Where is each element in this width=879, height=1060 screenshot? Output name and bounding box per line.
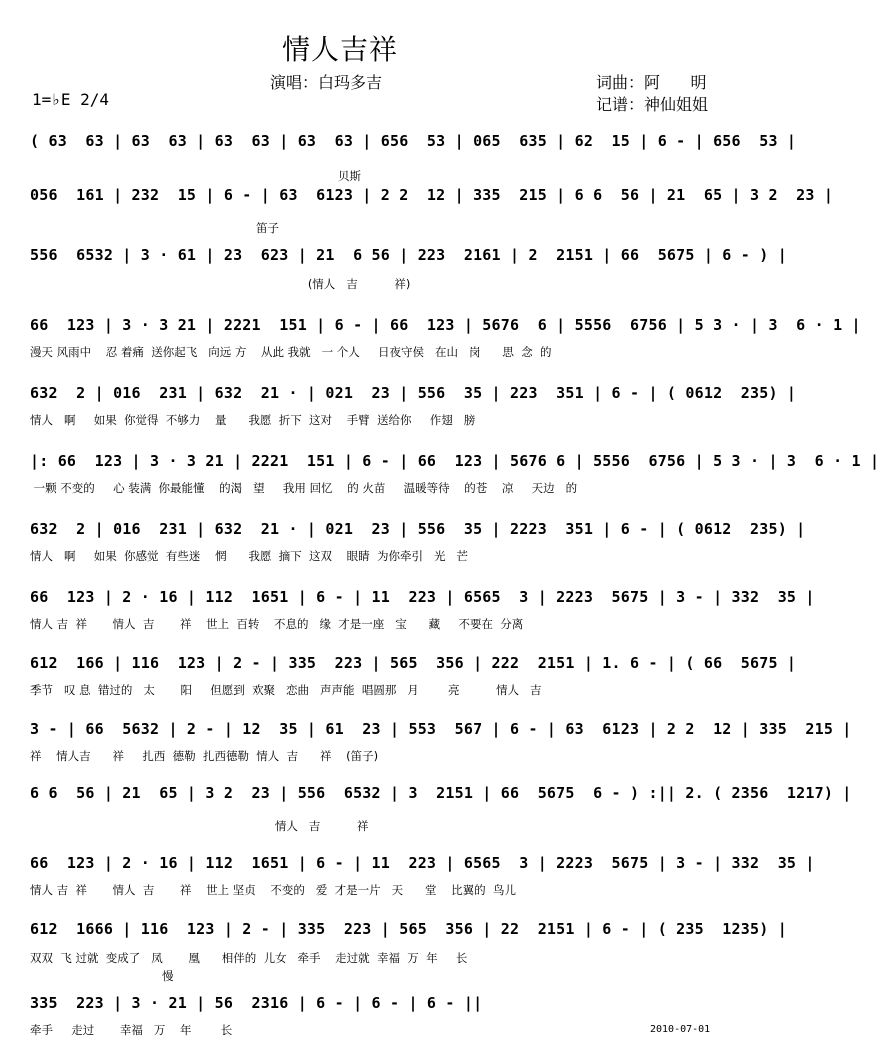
lyric-line-6: 一颗 不变的 心 装满 你最能懂 的渴 望 我用 回忆 的 火苗 温暖等待 的苍 凉 天边 的 xyxy=(30,481,578,495)
staff-line-10: 3 - | 66 5632 | 2 - | 12 35 | 61 23 | 553 567 | 6 - | 63 6123 | 2 2 12 | 335 215 | xyxy=(30,720,852,738)
staff-line-2: 056 161 | 232 15 | 6 - | 63 6123 | 2 2 12 | 335 215 | 6 6 56 | 21 65 | 3 2 23 | xyxy=(30,186,834,204)
singer-credit: 演唱：白玛多吉 xyxy=(270,73,383,92)
staff-line-13: 612 1666 | 116 123 | 2 - | 335 223 | 565 356 | 22 2151 | 6 - | ( 235 1235) | xyxy=(30,920,787,938)
staff-line-6: |: 66 123 | 3 · 3 21 | 2221 151 | 6 - | 66 123 | 5676 6 | 5556 6756 | 5 3 · | 3 6 · 1 | xyxy=(30,452,879,470)
lyric-line-4: 漫天 风雨中 忍 着痛 送你起飞 向远 方 从此 我就 一 个人 日夜守侯 在山 岗 思 念 的 xyxy=(30,345,552,359)
transcriber-credit: 记谱：神仙姐姐 xyxy=(596,95,709,114)
staff-line-1: ( 63 63 | 63 63 | 63 63 | 63 63 | 656 53 | 065 635 | 62 15 | 6 - | 656 53 | xyxy=(30,132,797,150)
staff-line-8: 66 123 | 2 · 16 | 112 1651 | 6 - | 11 223 | 6565 3 | 2223 5675 | 3 - | 332 35 | xyxy=(30,588,815,606)
annotation-beisi: 贝斯 xyxy=(338,169,361,183)
lyric-line-3: (情人 吉 祥) xyxy=(30,277,411,291)
staff-line-14: 335 223 | 3 · 21 | 56 2316 | 6 - | 6 - | 6 - || xyxy=(30,994,483,1012)
lyric-line-10: 祥 情人吉 祥 扎西 德勒 扎西德勒 情人 吉 祥 (笛子) xyxy=(30,749,379,763)
page-title: 情人吉祥 xyxy=(281,33,398,66)
staff-line-7: 632 2 | 016 231 | 632 21 · | 021 23 | 556 35 | 2223 351 | 6 - | ( 0612 235) | xyxy=(30,520,806,538)
staff-line-12: 66 123 | 2 · 16 | 112 1651 | 6 - | 11 223 | 6565 3 | 2223 5675 | 3 - | 332 35 | xyxy=(30,854,815,872)
date-stamp: 2010-07-01 xyxy=(650,1024,711,1035)
lyric-line-14: 牵手 走过 幸福 万 年 长 xyxy=(30,1023,233,1037)
lyricist-composer-credit: 词曲：阿 明 xyxy=(596,73,707,92)
annotation-dizi: 笛子 xyxy=(256,221,279,235)
lyric-line-12: 情人 吉 祥 情人 吉 祥 世上 坚贞 不变的 爱 才是一片 天 堂 比翼的 鸟儿 xyxy=(30,883,516,897)
staff-line-3: 556 6532 | 3 · 61 | 23 623 | 21 6 56 | 223 2161 | 2 2151 | 66 5675 | 6 - ) | xyxy=(30,246,787,264)
key-signature: 1=♭E 2/4 xyxy=(32,90,110,109)
lyric-line-8: 情人 吉 祥 情人 吉 祥 世上 百转 不息的 缘 才是一座 宝 藏 不要在 分离 xyxy=(30,617,524,631)
staff-line-11: 6 6 56 | 21 65 | 3 2 23 | 556 6532 | 3 2151 | 66 5675 6 - ) :|| 2. ( 2356 1217) | xyxy=(30,784,852,802)
lyric-line-13: 双双 飞 过就 变成了 凤 凰 相伴的 儿女 牵手 走过就 幸福 万 年 长 xyxy=(30,951,468,965)
lyric-line-9: 季节 叹 息 错过的 太 阳 但愿到 欢聚 恋曲 声声能 唱圆那 月 亮 情人 吉 xyxy=(30,683,542,697)
lyric-line-5: 情人 啊 如果 你觉得 不够力 量 我愿 折下 这对 手臂 送给你 作翅 膀 xyxy=(30,413,476,427)
lyric-line-11: 情人 吉 祥 xyxy=(30,819,369,833)
staff-line-9: 612 166 | 116 123 | 2 - | 335 223 | 565 356 | 222 2151 | 1. 6 - | ( 66 5675 | xyxy=(30,654,797,672)
lyric-line-7: 情人 啊 如果 你感觉 有些迷 惘 我愿 摘下 这双 眼睛 为你牵引 光 芒 xyxy=(30,549,468,563)
annotation-man: 慢 xyxy=(162,969,174,983)
staff-line-5: 632 2 | 016 231 | 632 21 · | 021 23 | 556 35 | 223 351 | 6 - | ( 0612 235) | xyxy=(30,384,797,402)
staff-line-4: 66 123 | 3 · 3 21 | 2221 151 | 6 - | 66 123 | 5676 6 | 5556 6756 | 5 3 · | 3 6 · 1 | xyxy=(30,316,861,334)
